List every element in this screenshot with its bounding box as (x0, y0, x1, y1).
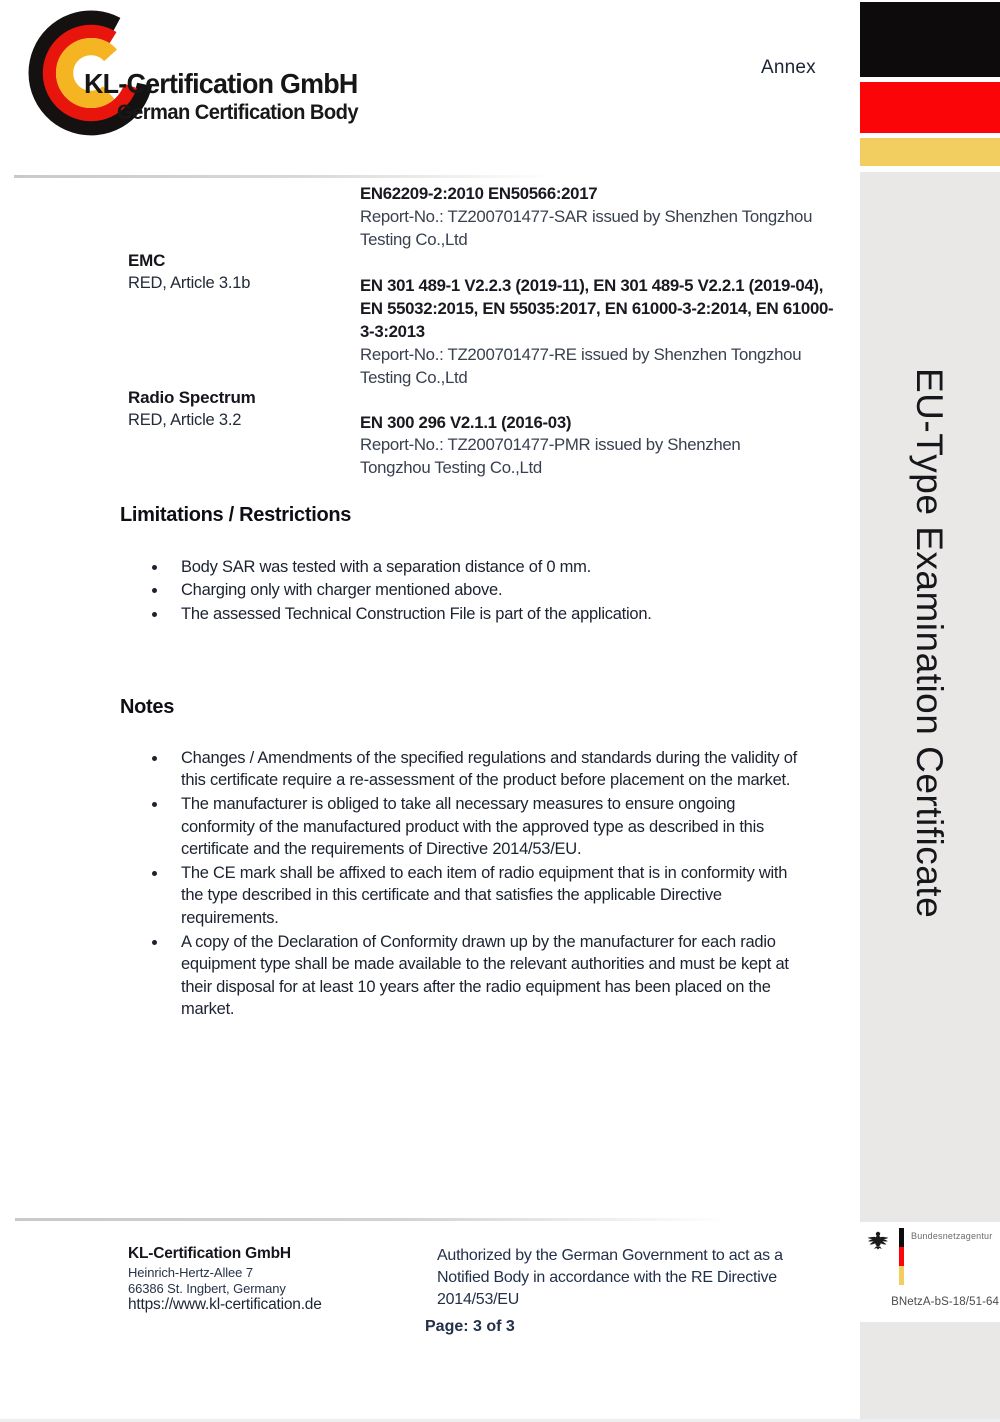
flag-band-black (860, 2, 1000, 77)
stripe-gold (899, 1266, 904, 1285)
radio-spectrum-standards: EN 300 296 V2.1.1 (2016-03) (360, 413, 572, 432)
bnetza-code-label: BNetzA-bS-18/51-64 (891, 1296, 999, 1308)
list-item (150, 603, 801, 625)
sar-standards: EN62209-2:2010 EN50566:2017 (360, 184, 598, 203)
bullet-icon (152, 940, 157, 945)
limitation-text: Charging only with charger mentioned above. (181, 581, 503, 600)
list-item (150, 793, 809, 860)
federal-eagle-icon (866, 1228, 890, 1252)
notes-list (150, 747, 809, 1022)
page-number-label: Page: 3 of 3 (425, 1318, 515, 1335)
footer-address-line: 66386 St. Ingbert, Germany (128, 1281, 286, 1296)
footer-website-url: https://www.kl-certification.de (128, 1296, 322, 1313)
list-item (150, 931, 809, 1021)
limitation-text: Body SAR was tested with a separation distance of 0 mm. (181, 558, 591, 576)
stripe-black (899, 1228, 904, 1247)
logo-title: KL-Certification GmbH (84, 68, 358, 99)
emc-standards: EN 301 489-1 V2.2.3 (2019-11), EN 301 489-5 V2.2.1 (2019-04), EN 55032:2015, EN 55035:2017, EN 61000-3-2:2014, EN 61000-3-3:2013 (360, 276, 834, 341)
stripe-red (899, 1247, 904, 1266)
certificate-vertical-title: EU-Type Examination Certificate (909, 368, 950, 919)
radio-spectrum-article-label: RED, Article 3.2 (128, 411, 242, 429)
bullet-icon (152, 588, 157, 593)
emc-report-no: Report-No.: TZ200701477-RE issued by Shenzhen Tongzhou Testing Co.,Ltd (360, 345, 802, 387)
footer-company-name: KL-Certification GmbH (128, 1245, 291, 1262)
header-divider (14, 175, 554, 178)
bnetza-agency-label: Bundesnetzagentur (911, 1231, 993, 1241)
footer-authorization-text: Authorized by the German Government to act as a Notified Body in accordance with the RE Directive 2014/53/EU (437, 1247, 783, 1308)
note-text: A copy of the Declaration of Conformity drawn up by the manufacturer for each radio equipment type shall be made available to the relevant authorities and must be kept at their disposal for at least 10 years after the radio equipment has been placed on the market. (181, 932, 789, 1018)
radio-spectrum-section-label: Radio Spectrum (128, 388, 256, 407)
bundesnetzagentur-badge (858, 1222, 1000, 1322)
bullet-icon (152, 871, 157, 876)
note-text: Changes / Amendments of the specified regulations and standards during the validity of this certificate require a re-assessment of the product before placement on the market. (181, 749, 797, 790)
bullet-icon (152, 756, 157, 761)
limitations-list (150, 556, 801, 626)
logo-subtitle: German Certification Body (117, 101, 359, 124)
list-item (150, 556, 801, 578)
note-text: The CE mark shall be affixed to each item of radio equipment that is in conformity with the type described in this certificate and that satisfies the applicable Directive requirements. (181, 864, 788, 927)
bullet-icon (152, 802, 157, 807)
limitations-heading: Limitations / Restrictions (120, 504, 352, 526)
notes-heading: Notes (120, 696, 175, 718)
bullet-icon (152, 565, 157, 570)
annex-label: Annex (761, 57, 816, 78)
footer-address (128, 1265, 286, 1297)
footer-address-line: Heinrich-Hertz-Allee 7 (128, 1265, 253, 1280)
bnetza-flag-stripe (899, 1228, 904, 1285)
list-item (150, 862, 809, 929)
list-item (150, 747, 809, 792)
limitation-text: The assessed Technical Construction File is part of the application. (181, 604, 652, 623)
list-item (150, 579, 801, 601)
radio-spectrum-report-no: Report-No.: TZ200701477-PMR issued by Shenzhen Tongzhou Testing Co.,Ltd (360, 435, 741, 477)
emc-section-label: EMC (128, 251, 166, 270)
footer-divider (15, 1218, 730, 1221)
emc-article-label: RED, Article 3.1b (128, 274, 251, 292)
note-text: The manufacturer is obliged to take all necessary measures to ensure ongoing conformity of the manufactured product with the approved type as described in this certificate and the requirements of Directive 2014/53/EU. (181, 795, 764, 859)
flag-band-gold (860, 138, 1000, 166)
bullet-icon (152, 612, 157, 617)
sar-report-no: Report-No.: TZ200701477-SAR issued by Shenzhen Tongzhou Testing Co.,Ltd (360, 207, 813, 249)
flag-band-red (860, 82, 1000, 133)
